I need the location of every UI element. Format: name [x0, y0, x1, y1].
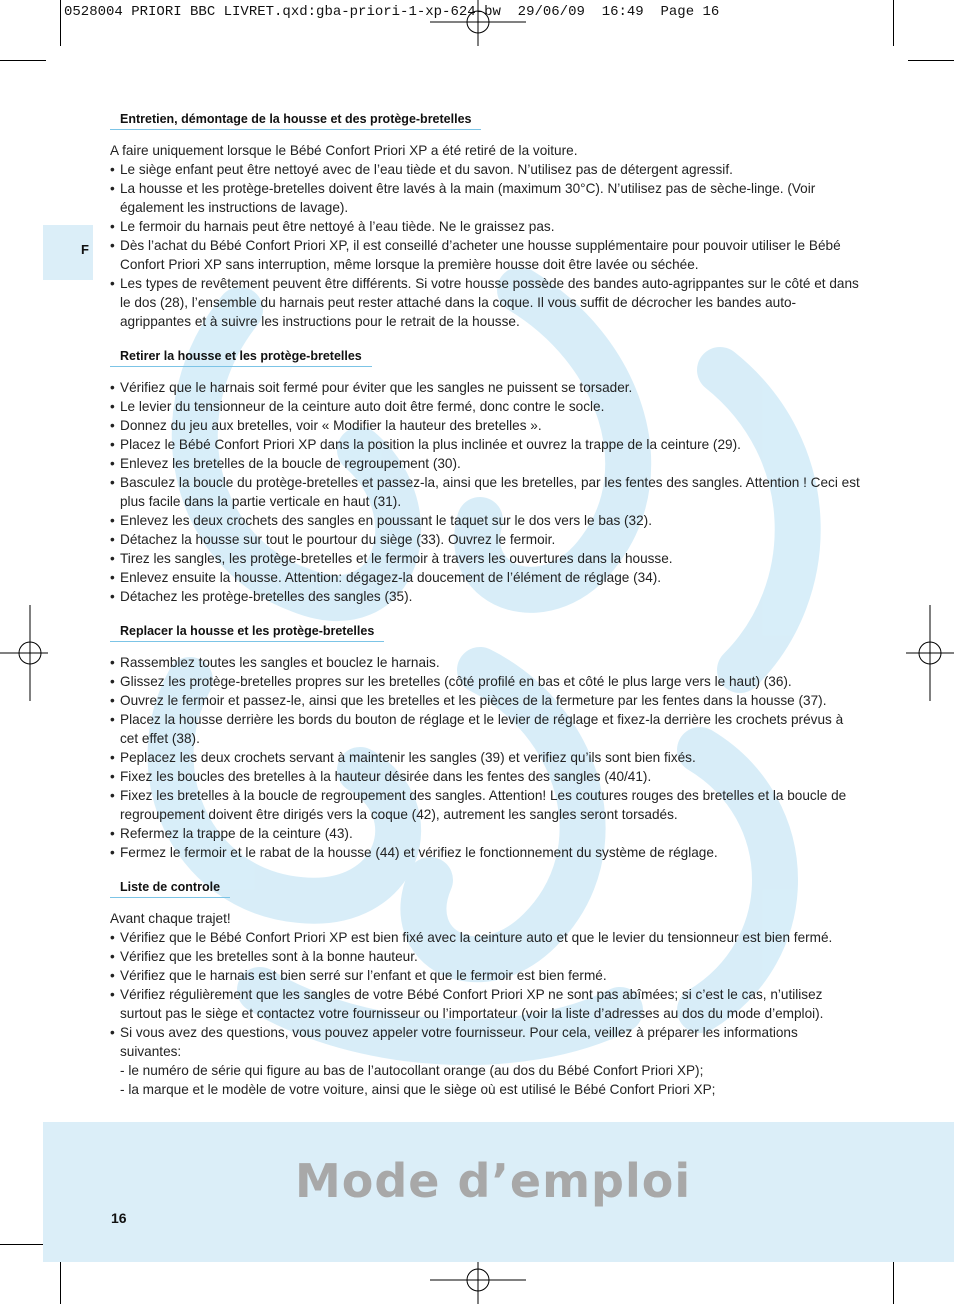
bullet-list — [110, 928, 862, 1061]
page-number: 16 — [111, 1210, 127, 1226]
list-item: • Vérifiez que le harnais est bien serré sur l’enfant et que le fermoir est bien fermé. — [110, 966, 862, 985]
bullet-list — [110, 653, 862, 862]
registration-mark-top — [430, 0, 526, 46]
footer-title: Mode d’emploi — [295, 1154, 692, 1208]
list-item: • Fixez les bretelles à la boucle de regroupement des sangles. Attention! Les coutures rouges des bretelles et la boucle de regroupement doivent être dirigés vers la coque (42), autrement les sangles seront torsadés. — [110, 786, 862, 824]
section-title: Entretien, démontage de la housse et des protège-bretelles — [110, 112, 481, 130]
list-item: • Basculez la boucle du protège-bretelles et passez-la, ainsi que les bretelles, par les fentes des sangles. Attention ! Ceci est plus facile dans la partie verticale en haut (31). — [110, 473, 862, 511]
list-item: • Refermez la trappe de la ceinture (43). — [110, 824, 862, 843]
list-item: • Placez la housse derrière les bords du bouton de réglage et le levier de réglage et fixez-la derrière les crochets prévus à cet effet (38). — [110, 710, 862, 748]
bullet-list — [110, 160, 862, 331]
section-intro: Avant chaque trajet! — [110, 911, 231, 926]
language-tab-label: F — [81, 242, 89, 257]
list-item: • Dès l’achat du Bébé Confort Priori XP, il est conseillé d’acheter une housse supplémentaire pour pouvoir utiliser le Bébé Confort Priori XP sans interruption, même lorsque la première housse doit être lavée ou séchée. — [110, 236, 862, 274]
list-item: • Glissez les protège-bretelles propres sur les bretelles (côté profilé en bas et côté le plus large vers le haut) (36). — [110, 672, 862, 691]
list-item: • Fermez le fermoir et le rabat de la housse (44) et vérifiez le fonctionnement du système de réglage. — [110, 843, 862, 862]
list-item: • Le levier du tensionneur de la ceinture auto doit être fermé, donc contre le socle. — [110, 397, 862, 416]
list-item: • Vérifiez que les bretelles sont à la bonne hauteur. — [110, 947, 862, 966]
section-replace-cover — [110, 622, 862, 862]
registration-mark-left — [0, 605, 48, 701]
list-item: • Les types de revêtement peuvent être différents. Si votre housse possède des bandes auto-agrippantes sur le côté et dans le dos (28), l’ensemble du harnais peut rester attaché dans la coque. Il vous suffit de décrocher les bandes auto-agrippantes et à suivre les instructions pour le retrait de la housse. — [110, 274, 862, 331]
list-item: • Détachez la housse sur tout le pourtour du siège (33). Ouvrez le fermoir. — [110, 530, 862, 549]
list-item: • Fixez les boucles des bretelles à la hauteur désirée dans les fentes des sangles (40/41). — [110, 767, 862, 786]
section-title: Replacer la housse et les protège-bretelles — [110, 624, 384, 642]
list-item: • Si vous avez des questions, vous pouvez appeler votre fournisseur. Pour cela, veillez à préparer les informations suivantes: — [110, 1023, 862, 1061]
list-item: • Détachez les protège-bretelles des sangles (35). — [110, 587, 862, 606]
dash-list — [110, 1061, 862, 1099]
list-item: • Ouvrez le fermoir et passez-le, ainsi que les bretelles et les pièces de la fermeture par les fentes dans la housse (37). — [110, 691, 862, 710]
list-item: • Vérifiez que le harnais soit fermé pour éviter que les sangles ne puissent se torsader. — [110, 378, 862, 397]
section-maintenance — [110, 110, 862, 331]
header-slug: 0528004 PRIORI BBC LIVRET.qxd:gba-priori-1-xp-624-bw 29/06/09 16:49 Page 16 — [64, 4, 720, 20]
registration-mark-bottom — [430, 1258, 526, 1304]
list-item: • Peplacez les deux crochets servant à maintenir les sangles (39) et verifiez qu’ils sont bien fixés. — [110, 748, 862, 767]
list-item: • Le siège enfant peut être nettoyé avec de l’eau tiède et du savon. N’utilisez pas de détergent agressif. — [110, 160, 862, 179]
section-intro: A faire uniquement lorsque le Bébé Confort Priori XP a été retiré de la voiture. — [110, 143, 578, 158]
list-item: • Rassemblez toutes les sangles et bouclez le harnais. — [110, 653, 862, 672]
list-item: • Vérifiez régulièrement que les sangles de votre Bébé Confort Priori XP ne sont pas abîmées; si c’est le cas, n’utilisez surtout pas le siège et contactez votre fournisseur ou l’importateur (voir la liste d’adresses au dos du mode d’emploi). — [110, 985, 862, 1023]
list-item: • Le fermoir du harnais peut être nettoyé à l’eau tiède. Ne le graissez pas. — [110, 217, 862, 236]
list-item: • Placez le Bébé Confort Priori XP dans la position la plus inclinée et ouvrez la trappe de la ceinture (29). — [110, 435, 862, 454]
section-remove-cover — [110, 347, 862, 606]
list-item: • Tirez les sangles, les protège-bretelles et le fermoir à travers les ouvertures dans la housse. — [110, 549, 862, 568]
instructions-content — [110, 110, 862, 1115]
list-item: • La housse et les protège-bretelles doivent être lavés à la main (maximum 30°C). N’utilisez pas de sèche-linge. (Voir également les instructions de lavage). — [110, 179, 862, 217]
list-item: • Donnez du jeu aux bretelles, voir « Modifier la hauteur des bretelles ». — [110, 416, 862, 435]
list-item: • Enlevez ensuite la housse. Attention: dégagez-la doucement de l’élément de réglage (34). — [110, 568, 862, 587]
language-tab — [43, 225, 93, 280]
section-title: Retirer la housse et les protège-bretelles — [110, 349, 372, 367]
footer-band — [43, 1122, 954, 1262]
list-subitem: - le numéro de série qui figure au bas de l’autocollant orange (au dos du Bébé Confort Priori XP); — [120, 1061, 862, 1080]
list-item: • Vérifiez que le Bébé Confort Priori XP est bien fixé avec la ceinture auto et que le levier du tensionneur est bien fermé. — [110, 928, 862, 947]
list-item: • Enlevez les bretelles de la boucle de regroupement (30). — [110, 454, 862, 473]
list-subitem: - la marque et le modèle de votre voiture, ainsi que le siège où est utilisé le Bébé Confort Priori XP; — [120, 1080, 862, 1099]
bullet-list — [110, 378, 862, 606]
section-checklist — [110, 878, 862, 1099]
registration-mark-right — [906, 605, 954, 701]
section-title: Liste de controle — [110, 880, 230, 898]
list-item: • Enlevez les deux crochets des sangles en poussant le taquet sur le dos vers le bas (32). — [110, 511, 862, 530]
